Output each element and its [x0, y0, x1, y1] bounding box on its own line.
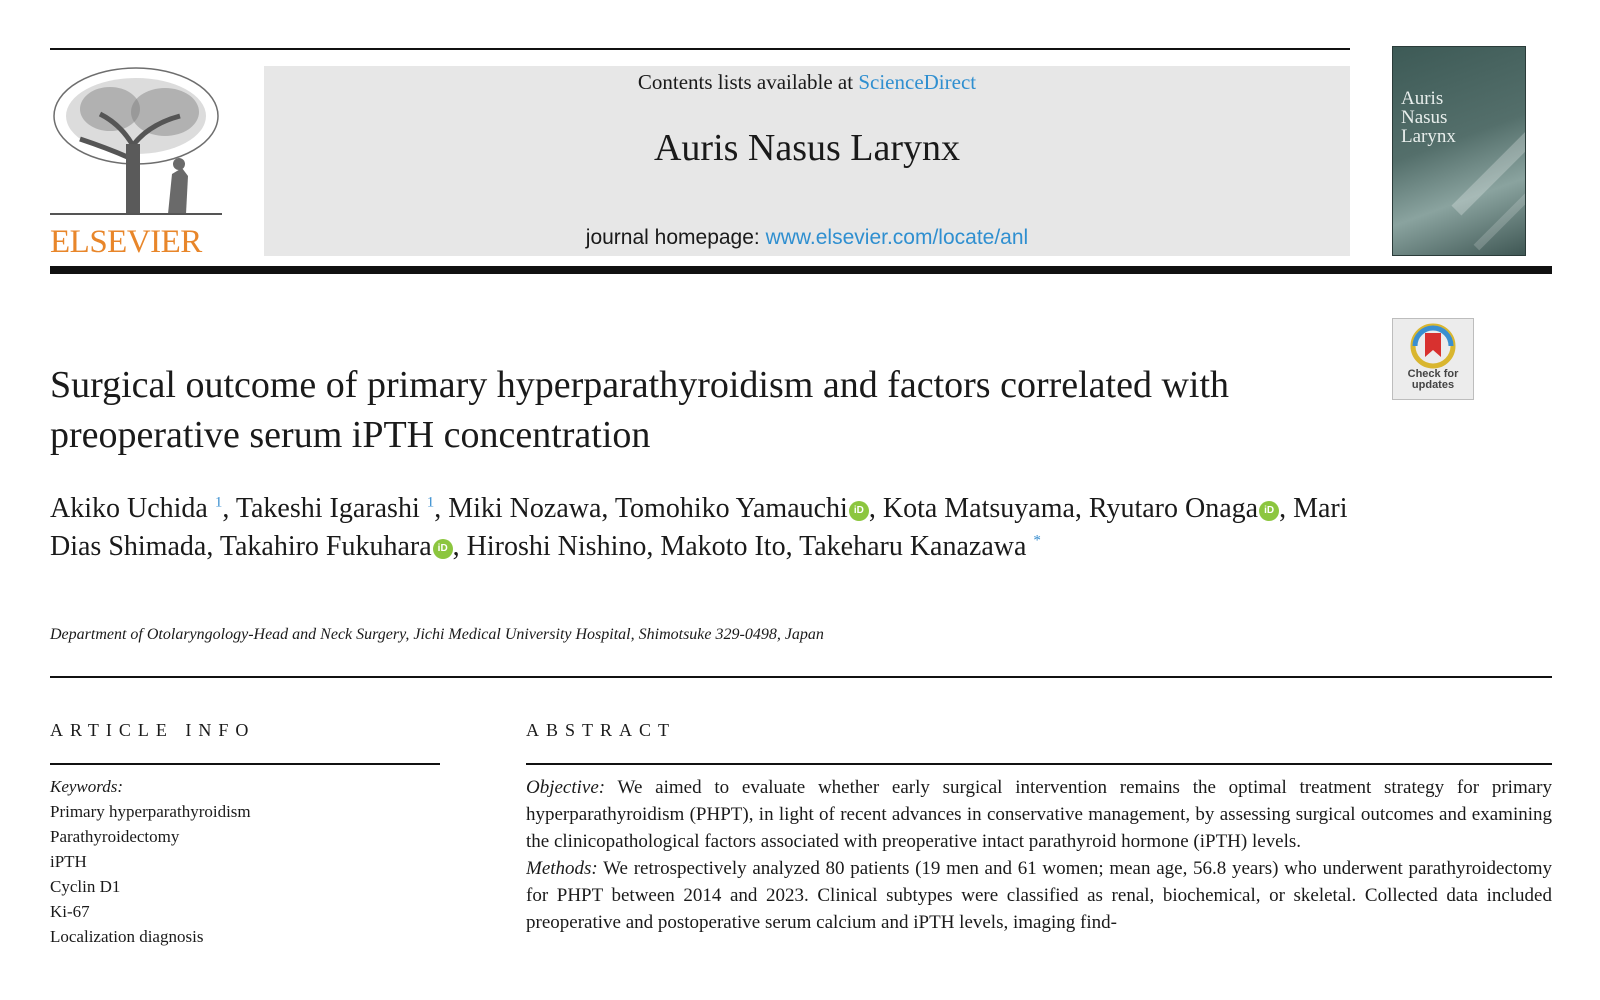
article-info-heading: ARTICLE INFO — [50, 720, 256, 740]
affiliation: Department of Otolaryngology-Head and Neck Surgery, Jichi Medical University Hospital, Shimotsuke 329-0498, Japan — [50, 626, 824, 643]
check-for-updates-button[interactable] — [1392, 318, 1474, 400]
author-separator: , — [452, 531, 467, 562]
author-separator: , — [646, 531, 661, 562]
tree-icon — [50, 64, 222, 216]
author-separator: , — [206, 531, 220, 562]
masthead — [264, 66, 1350, 256]
author-name[interactable]: Mari Dias Shimada — [50, 493, 1348, 562]
journal-title: Auris Nasus Larynx — [653, 127, 961, 169]
bookmark-icon — [1410, 323, 1456, 369]
article-info-rule — [50, 763, 440, 765]
author-name[interactable]: Takeharu Kanazawa — [799, 531, 1027, 562]
orcid-icon[interactable]: iD — [849, 501, 869, 521]
methods-text: We retrospectively analyzed 80 patients (19 men and 61 women; mean age, 56.8 years) who underwent parathyroidectomy for PHPT between 2014 and 2023. Clinical subtypes were classified as renal, biochemical, or skeletal. Collected data included preoperative and postoperative serum calcium and iPTH levels, imaging find- — [526, 858, 1552, 933]
section-rule — [50, 676, 1552, 678]
author-affiliation-marker[interactable]: * — [1033, 532, 1041, 549]
keywords-block — [50, 774, 440, 949]
abstract-heading: ABSTRACT — [526, 720, 677, 740]
orcid-icon[interactable]: iD — [433, 539, 453, 559]
header-rule — [50, 266, 1552, 274]
author-name[interactable]: Tomohiko Yamauchi — [614, 493, 848, 524]
contents-prefix: Contents lists available at — [637, 70, 859, 94]
abstract-methods — [526, 855, 1552, 936]
keyword[interactable]: Parathyroidectomy — [50, 827, 180, 846]
author-separator: , — [868, 493, 883, 524]
author-list — [50, 490, 1380, 566]
author-name[interactable]: Ryutaro Onaga — [1088, 493, 1259, 524]
author-name[interactable]: Takahiro Fukuhara — [219, 531, 432, 562]
journal-homepage-link[interactable]: www.elsevier.com/locate/anl — [765, 226, 1029, 249]
author-affiliation-marker[interactable]: 1 — [426, 494, 435, 511]
homepage-prefix: journal homepage: — [585, 226, 766, 249]
keyword[interactable]: Cyclin D1 — [50, 877, 121, 896]
publisher-name: ELSEVIER — [50, 224, 202, 260]
methods-label: Methods: — [526, 858, 598, 879]
homepage-line — [264, 226, 1350, 250]
abstract-objective — [526, 774, 1552, 855]
check-for-updates-label: Check for updates — [1407, 368, 1459, 391]
author-separator: , — [222, 493, 236, 524]
author-separator: , — [1074, 493, 1089, 524]
orcid-icon[interactable]: iD — [1259, 501, 1279, 521]
top-rule — [50, 48, 1350, 50]
keywords-label: Keywords: — [50, 777, 124, 796]
author-separator: , — [434, 493, 449, 524]
author-name[interactable]: Akiko Uchida — [50, 493, 208, 524]
abstract-rule — [526, 763, 1552, 765]
keyword[interactable]: Localization diagnosis — [50, 927, 204, 946]
author-separator: , — [785, 531, 800, 562]
author-separator: , — [601, 493, 615, 524]
keyword[interactable]: Primary hyperparathyroidism — [50, 802, 251, 821]
contents-line — [264, 70, 1350, 95]
author-affiliation-marker[interactable]: 1 — [214, 494, 223, 511]
author-name[interactable]: Takeshi Igarashi — [235, 493, 420, 524]
author-name[interactable]: Hiroshi Nishino — [466, 531, 647, 562]
objective-text: We aimed to evaluate whether early surgical intervention remains the optimal treatment strategy for primary hyperparathyroidism (PHPT), in light of recent advances in conservative management, by assessing surgical outcomes and examining the clinicopathological factors associated with preoperative intact parathyroid hormone (iPTH) levels. — [526, 777, 1552, 852]
cover-title: Auris Nasus Larynx — [1401, 88, 1456, 147]
author-name[interactable]: Kota Matsuyama — [882, 493, 1075, 524]
author-name[interactable]: Makoto Ito — [660, 531, 786, 562]
keyword[interactable]: iPTH — [50, 852, 87, 871]
elsevier-logo[interactable] — [50, 64, 222, 260]
author-name[interactable]: Miki Nozawa — [448, 493, 602, 524]
article-title: Surgical outcome of primary hyperparathyroidism and factors correlated with preoperative serum iPTH concentration — [50, 364, 1230, 456]
abstract-text — [526, 774, 1552, 952]
author-separator: , — [1279, 493, 1294, 524]
cover-decoration — [1451, 92, 1526, 215]
journal-cover[interactable] — [1392, 46, 1526, 256]
objective-label: Objective: — [526, 777, 606, 798]
keyword[interactable]: Ki-67 — [50, 902, 90, 921]
sciencedirect-link[interactable]: ScienceDirect — [858, 70, 977, 94]
